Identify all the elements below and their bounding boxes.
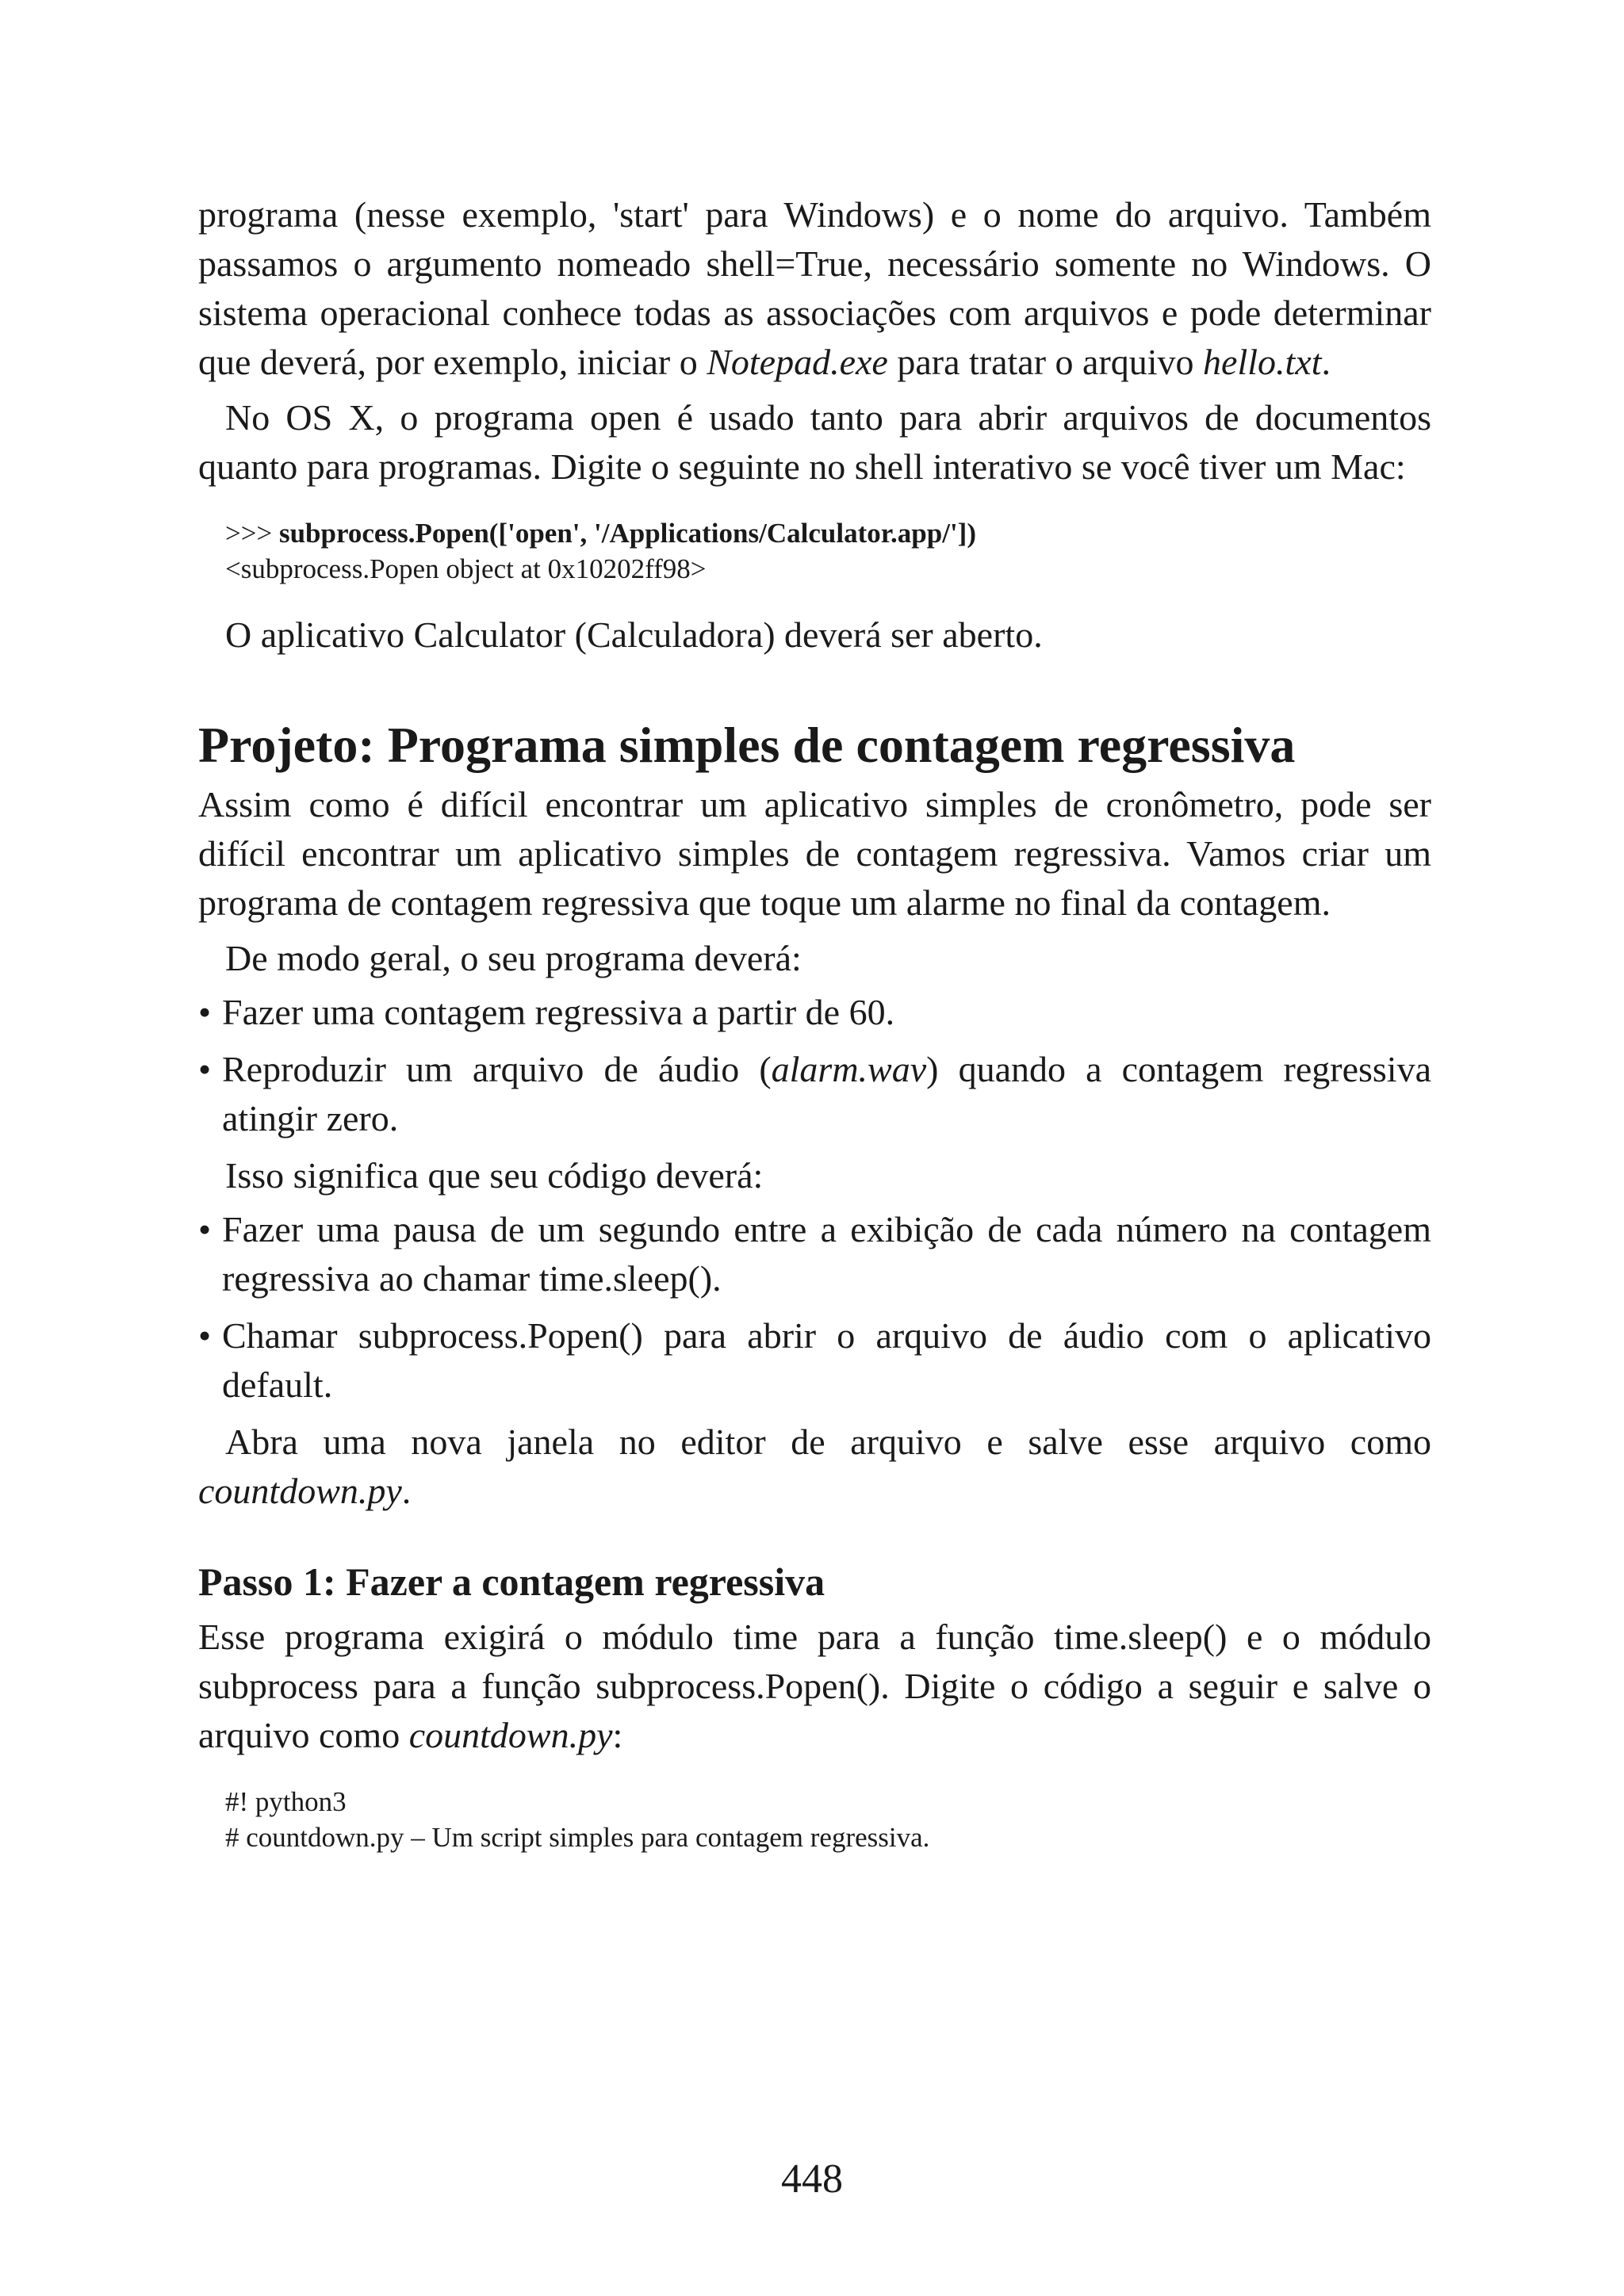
paragraph-osx-open: No OS X, o programa open é usado tanto para abrir arquivos de documentos quanto para programas. Digite o seguinte no shell interativo se você tiver um Mac: bbox=[198, 397, 1431, 487]
code-line-command: >>> subprocess.Popen(['open', '/Applications/Calculator.app/']) bbox=[225, 518, 976, 549]
list-item: • Fazer uma contagem regressiva a partir de 60. bbox=[198, 992, 895, 1032]
code-line-comment: # countdown.py – Um script simples para contagem regressiva. bbox=[225, 1822, 930, 1853]
paragraph-intro: Assim como é difícil encontrar um aplicativo simples de cronômetro, pode ser difícil encontrar um aplicativo simples de contagem regressiva. Vamos criar um programa de contagem regressiva que toque um alarme no final da contagem. bbox=[198, 784, 1431, 923]
code-block-open-calculator bbox=[225, 515, 1431, 587]
paragraph-save-file: Abra uma nova janela no editor de arquivo e salve esse arquivo como countdown.py. bbox=[198, 1422, 1431, 1511]
step-heading: Passo 1: Fazer a contagem regressiva bbox=[198, 1559, 825, 1604]
page-number: 448 bbox=[781, 2156, 843, 2202]
code-requirements-list bbox=[198, 1205, 1431, 1410]
paragraph-calculator-opened: O aplicativo Calculator (Calculadora) deverá ser aberto. bbox=[225, 614, 1043, 655]
code-line-shebang: #! python3 bbox=[225, 1786, 347, 1817]
filename-hello: hello.txt bbox=[1203, 342, 1322, 382]
code-block-countdown bbox=[225, 1784, 1431, 1855]
section-heading: Projeto: Programa simples de contagem regressiva bbox=[198, 717, 1296, 773]
list-item: • Fazer uma pausa de um segundo entre a exibição de cada número na contagem regressiva ao chamar time.sleep(). bbox=[198, 1209, 1431, 1299]
paragraph-start-command: programa (nesse exemplo, 'start' para Windows) e o nome do arquivo. Também passamos o argumento nomeado shell=True, necessário somente no Windows. O sistema operacional conhece todas as associações com arquivos e pode determinar que deverá, por exemplo, iniciar o Notepad.exe para tratar o arquivo hello.txt. bbox=[198, 194, 1431, 382]
paragraph-code-should: Isso significa que seu código deverá: bbox=[225, 1155, 764, 1196]
list-item: • Chamar subprocess.Popen() para abrir o arquivo de áudio com o aplicativo default. bbox=[198, 1315, 1431, 1405]
requirements-list bbox=[198, 988, 1431, 1143]
page-body bbox=[198, 190, 1431, 1879]
paragraph-step1: Esse programa exigirá o módulo time para a função time.sleep() e o módulo subprocess para a função subprocess.Popen(). Digite o código a seguir e salve o arquivo como countdown.py: bbox=[198, 1617, 1431, 1755]
code-line-output: <subprocess.Popen object at 0x10202ff98> bbox=[225, 553, 707, 584]
paragraph-program-should: De modo geral, o seu programa deverá: bbox=[225, 938, 802, 978]
list-item: • Reproduzir um arquivo de áudio (alarm.wav) quando a contagem regressiva atingir zero. bbox=[198, 1049, 1431, 1138]
filename-notepad: Notepad.exe bbox=[707, 342, 888, 382]
